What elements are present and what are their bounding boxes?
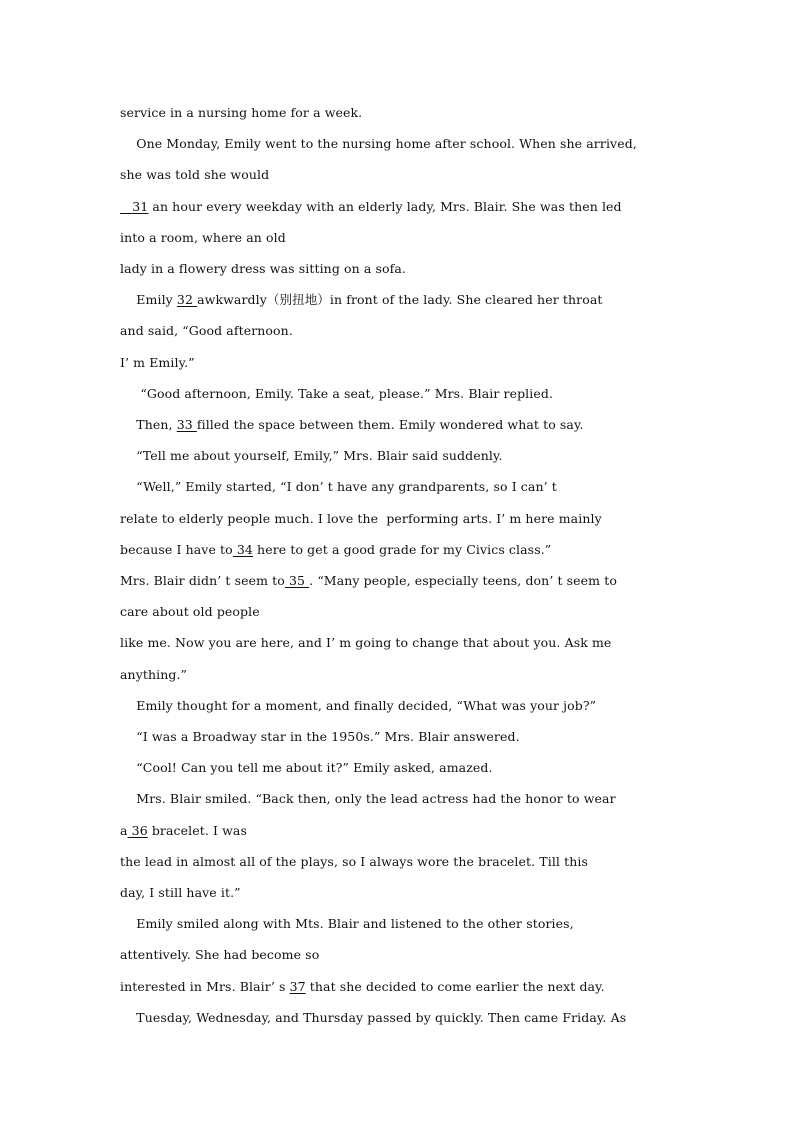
text-run: because I have to bbox=[120, 542, 233, 557]
text-line bbox=[120, 604, 260, 620]
text-run: Emily bbox=[120, 292, 177, 307]
blank-number: 36 bbox=[127, 823, 148, 838]
text-run: Tuesday, Wednesday, and Thursday passed by quickly. Then came Friday. As bbox=[120, 1010, 627, 1025]
text-run: that she decided to come earlier the next day. bbox=[305, 979, 605, 994]
text-run: relate to elderly people much. I love the performing arts. I’ m here mainly bbox=[120, 511, 602, 526]
text-run: . “Many people, especially teens, don’ t seem to bbox=[309, 573, 617, 588]
text-run: Emily smiled along with Mts. Blair and listened to the other stories, bbox=[120, 916, 574, 931]
text-line bbox=[120, 355, 195, 371]
text-run: interested in Mrs. Blair’ s bbox=[120, 979, 290, 994]
text-run: I’ m Emily.” bbox=[120, 355, 195, 370]
text-run: an hour every weekday with an elderly lady, Mrs. Blair. She was then led bbox=[148, 199, 622, 214]
blank-number: 32 bbox=[176, 292, 198, 307]
text-line bbox=[120, 417, 584, 433]
text-line bbox=[120, 760, 493, 776]
text-line bbox=[120, 729, 520, 745]
text-run: into a room, where an old bbox=[120, 230, 286, 245]
text-line bbox=[120, 105, 362, 121]
text-run: lady in a flowery dress was sitting on a sofa. bbox=[120, 261, 406, 276]
text-line bbox=[120, 511, 602, 527]
text-line bbox=[120, 292, 603, 308]
text-run: “I was a Broadway star in the 1950s.” Mrs. Blair answered. bbox=[120, 729, 520, 744]
text-run: “Cool! Can you tell me about it?” Emily asked, amazed. bbox=[120, 760, 493, 775]
text-run: One Monday, Emily went to the nursing home after school. When she arrived, bbox=[120, 136, 637, 151]
text-line bbox=[120, 230, 286, 246]
text-run: here to get a good grade for my Civics class.” bbox=[252, 542, 552, 557]
text-line bbox=[120, 199, 622, 215]
text-line bbox=[120, 947, 319, 963]
blank-number: 31 bbox=[120, 199, 149, 214]
text-run: “Tell me about yourself, Emily,” Mrs. Blair said suddenly. bbox=[120, 448, 503, 463]
blank-number: 37 bbox=[289, 979, 306, 994]
text-run: Then, bbox=[120, 417, 177, 432]
text-run: “Good afternoon, Emily. Take a seat, please.” Mrs. Blair replied. bbox=[120, 386, 554, 401]
text-line bbox=[120, 479, 557, 495]
text-line bbox=[120, 698, 596, 714]
text-line bbox=[120, 916, 574, 932]
text-run: and said, “Good afternoon. bbox=[120, 323, 293, 338]
text-line bbox=[120, 635, 611, 651]
text-line bbox=[120, 1010, 626, 1026]
text-run: service in a nursing home for a week. bbox=[120, 105, 363, 120]
text-line bbox=[120, 167, 269, 183]
text-run: she was told she would bbox=[120, 167, 270, 182]
text-run: Mrs. Blair smiled. “Back then, only the lead actress had the honor to wear bbox=[120, 791, 616, 806]
text-line bbox=[120, 323, 293, 339]
text-run: “Well,” Emily started, “I don’ t have any grandparents, so I can’ t bbox=[120, 479, 557, 494]
text-line bbox=[120, 885, 241, 901]
text-run: attentively. She had become so bbox=[120, 947, 320, 962]
text-run: anything.” bbox=[120, 667, 188, 682]
text-line bbox=[120, 136, 637, 152]
text-line bbox=[120, 573, 617, 589]
text-run: Mrs. Blair didn’ t seem to bbox=[120, 573, 285, 588]
blank-number: 35 bbox=[284, 573, 310, 588]
text-line bbox=[120, 854, 588, 870]
blank-number: 33 bbox=[176, 417, 197, 432]
text-line bbox=[120, 979, 605, 995]
text-line bbox=[120, 448, 503, 464]
text-run: Emily thought for a moment, and finally decided, “What was your job?” bbox=[120, 698, 597, 713]
text-line bbox=[120, 261, 406, 277]
text-run: day, I still have it.” bbox=[120, 885, 241, 900]
text-run: bracelet. I was bbox=[147, 823, 247, 838]
text-line bbox=[120, 542, 551, 558]
text-run: awkwardly（别扭地）in front of the lady. She cleared her throat bbox=[197, 292, 603, 307]
blank-number: 34 bbox=[232, 542, 253, 557]
text-line bbox=[120, 386, 553, 402]
text-run: a bbox=[120, 823, 128, 838]
text-line bbox=[120, 667, 187, 683]
text-run: the lead in almost all of the plays, so I always wore the bracelet. Till this bbox=[120, 854, 588, 869]
text-run: like me. Now you are here, and I’ m going to change that about you. Ask me bbox=[120, 635, 612, 650]
text-line bbox=[120, 791, 616, 807]
text-line bbox=[120, 823, 247, 839]
text-run: filled the space between them. Emily wondered what to say. bbox=[196, 417, 584, 432]
text-run: care about old people bbox=[120, 604, 260, 619]
